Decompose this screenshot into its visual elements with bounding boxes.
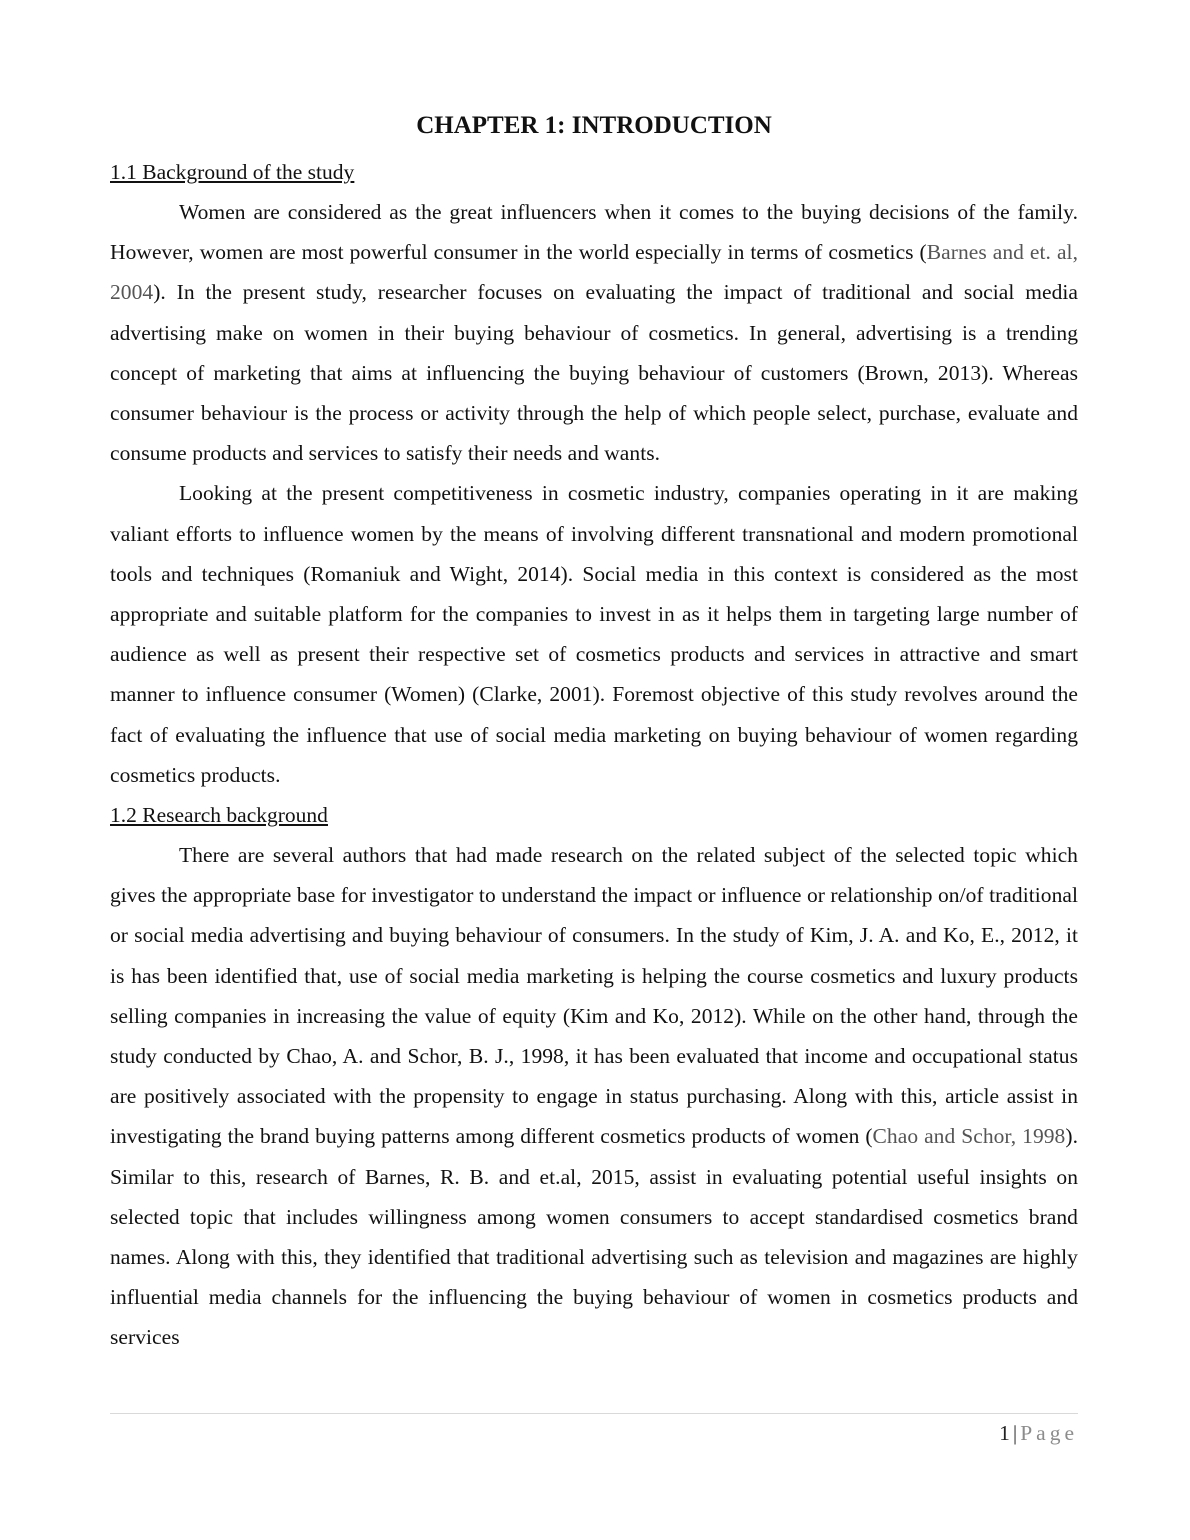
page-number	[999, 1419, 1078, 1447]
page-number-value: 1	[999, 1421, 1010, 1445]
citation-barnes: Barnes and et. al, 2004	[110, 240, 1078, 305]
page-content	[110, 108, 1078, 1358]
section-heading-background: 1.1 Background of the study	[110, 160, 355, 184]
section-heading-research: 1.2 Research background	[110, 803, 328, 828]
page-footer	[110, 1413, 1078, 1445]
page-label: Page	[1020, 1421, 1078, 1445]
page-number-separator: |	[1012, 1421, 1018, 1445]
citation-chao-schor: Chao and Schor, 1998	[872, 1124, 1066, 1149]
paragraph-background-1: Women are considered as the great influencers when it comes to the buying decisions of the family. However, women are most powerful consumer in the world especially in terms of cosmetics (Barnes and et. al, 2004). In the present study, researcher focuses on evaluating the impact of traditional and social media advertising make on women in their buying behaviour of cosmetics. In general, advertising is a trending concept of marketing that aims at influencing the buying behaviour of customers (Brown, 2013). Whereas consumer behaviour is the process or activity through the help of which people select, purchase, evaluate and consume products and services to satisfy their needs and wants.	[110, 200, 1078, 466]
paragraph-background-2: Looking at the present competitiveness in cosmetic industry, companies operating in it are making valiant efforts to influence women by the means of involving different transnational and modern promotional tools and techniques (Romaniuk and Wight, 2014). Social media in this context is considered as the most appropriate and suitable platform for the companies to invest in as it helps them in targeting large number of audience as well as present their respective set of cosmetics products and services in attractive and smart manner to influence consumer (Women) (Clarke, 2001). Foremost objective of this study revolves around the fact of evaluating the influence that use of social media marketing on buying behaviour of women regarding cosmetics products.	[110, 481, 1078, 787]
chapter-title: CHAPTER 1: INTRODUCTION	[416, 112, 772, 139]
paragraph-research-1: There are several authors that had made research on the related subject of the selected topic which gives the appropriate base for investigator to understand the impact or influence or relationship on/of traditional or social media advertising and buying behaviour of consumers. In the study of Kim, J. A. and Ko, E., 2012, it is has been identified that, use of social media marketing is helping the course cosmetics and luxury products selling companies in increasing the value of equity (Kim and Ko, 2012). While on the other hand, through the study conducted by Chao, A. and Schor, B. J., 1998, it has been evaluated that income and occupational status are positively associated with the propensity to engage in status purchasing. Along with this, article assist in investigating the brand buying patterns among different cosmetics products of women (Chao and Schor, 1998). Similar to this, research of Barnes, R. B. and et.al, 2015, assist in evaluating potential useful insights on selected topic that includes willingness among women consumers to accept standardised cosmetics brand names. Along with this, they identified that traditional advertising such as television and magazines are highly influential media channels for the influencing the buying behaviour of women in cosmetics products and services	[110, 843, 1078, 1350]
